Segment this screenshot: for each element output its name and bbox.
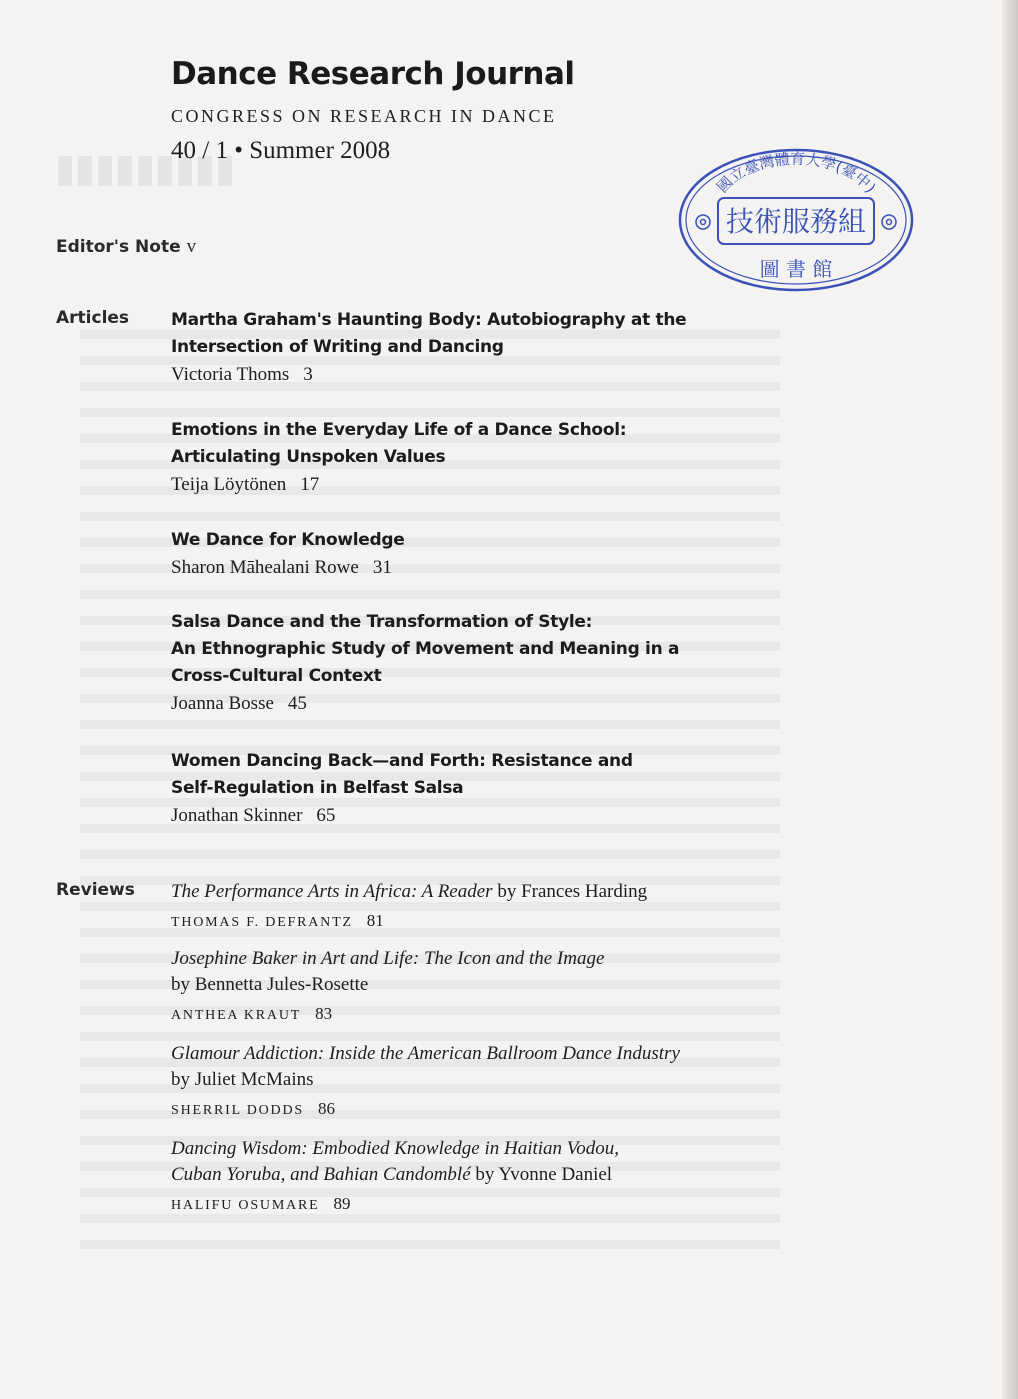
review-book-title: Josephine Baker in Art and Life: The Icon and the Image [171,948,605,969]
articles-section-label: Articles [56,308,130,328]
article-title-line: An Ethnographic Study of Movement and Meaning in a [171,639,680,659]
article-title-line: We Dance for Knowledge [171,530,405,550]
review-page: 83 [315,1004,333,1023]
review-book-author: by Yvonne Daniel [470,1164,613,1185]
article-entry [171,417,731,499]
svg-text:國立臺灣體育大學(臺中) [713,150,879,197]
issue-info: 40 / 1 • Summer 2008 [171,137,391,164]
review-page: 81 [366,911,384,930]
editors-note-label [56,236,196,258]
article-entry [171,748,731,830]
review-entry [171,1136,771,1219]
journal-subtitle: CONGRESS ON RESEARCH IN DANCE [171,106,557,126]
article-page: 65 [316,805,336,826]
article-author: Victoria Thoms [171,364,290,385]
library-stamp [676,146,916,294]
reviewer-name: HALIFU OSUMARE [171,1198,320,1213]
article-author: Jonathan Skinner [171,805,303,826]
stamp-flower-icon-right [882,215,896,229]
editors-note-text: Editor's Note [56,237,181,257]
review-page: 86 [317,1099,335,1118]
review-book-title: The Performance Arts in Africa: A Reader [171,881,493,902]
stamp-top-text: 國立臺灣體育大學(臺中) [713,149,880,197]
review-book-title: Glamour Addiction: Inside the American Ballroom Dance Industry [171,1043,680,1064]
journal-title: Dance Research Journal [171,56,575,92]
article-title-line: Salsa Dance and the Transformation of Style: [171,612,593,632]
stamp-flower-icon-left [696,215,710,229]
article-title-line: Intersection of Writing and Dancing [171,337,504,357]
review-book-author: by Bennetta Jules-Rosette [171,974,369,995]
article-author: Joanna Bosse [171,693,274,714]
article-page: 31 [372,557,392,578]
article-page: 17 [300,474,320,495]
article-author: Sharon Māhealani Rowe [171,557,359,578]
article-entry [171,609,731,718]
review-entry [171,946,771,1029]
page-edge-shadow [1002,0,1018,1399]
article-entry [171,527,731,582]
reviewer-name: THOMAS F. DEFRANTZ [171,915,353,930]
article-title-line: Emotions in the Everyday Life of a Dance School: [171,420,627,440]
editors-note-page: v [186,236,197,257]
review-book-author: by Juliet McMains [171,1069,314,1090]
stamp-bottom-text: 圖 書 館 [759,257,833,281]
review-entry [171,1041,771,1124]
reviewer-name: SHERRIL DODDS [171,1103,304,1118]
review-book-title: Dancing Wisdom: Embodied Knowledge in Haitian Vodou, [171,1138,620,1159]
article-page: 45 [287,693,307,714]
article-title-line: Martha Graham's Haunting Body: Autobiography at the [171,310,687,330]
review-entry [171,879,771,936]
review-book-title-cont: Cuban Yoruba, and Bahian Candomblé [171,1164,471,1185]
article-title-line: Self-Regulation in Belfast Salsa [171,778,464,798]
review-book-author: by Frances Harding [492,881,648,902]
article-page: 3 [303,364,313,385]
reviews-section-label: Reviews [56,880,135,900]
article-title-line: Women Dancing Back—and Forth: Resistance and [171,751,633,771]
article-title-line: Cross-Cultural Context [171,666,382,686]
article-title-line: Articulating Unspoken Values [171,447,446,467]
article-author: Teija Löytönen [171,474,287,495]
article-entry [171,307,731,389]
reviewer-name: ANTHEA KRAUT [171,1008,302,1023]
stamp-center-text: 技術服務組 [725,205,867,238]
review-page: 89 [333,1194,351,1213]
